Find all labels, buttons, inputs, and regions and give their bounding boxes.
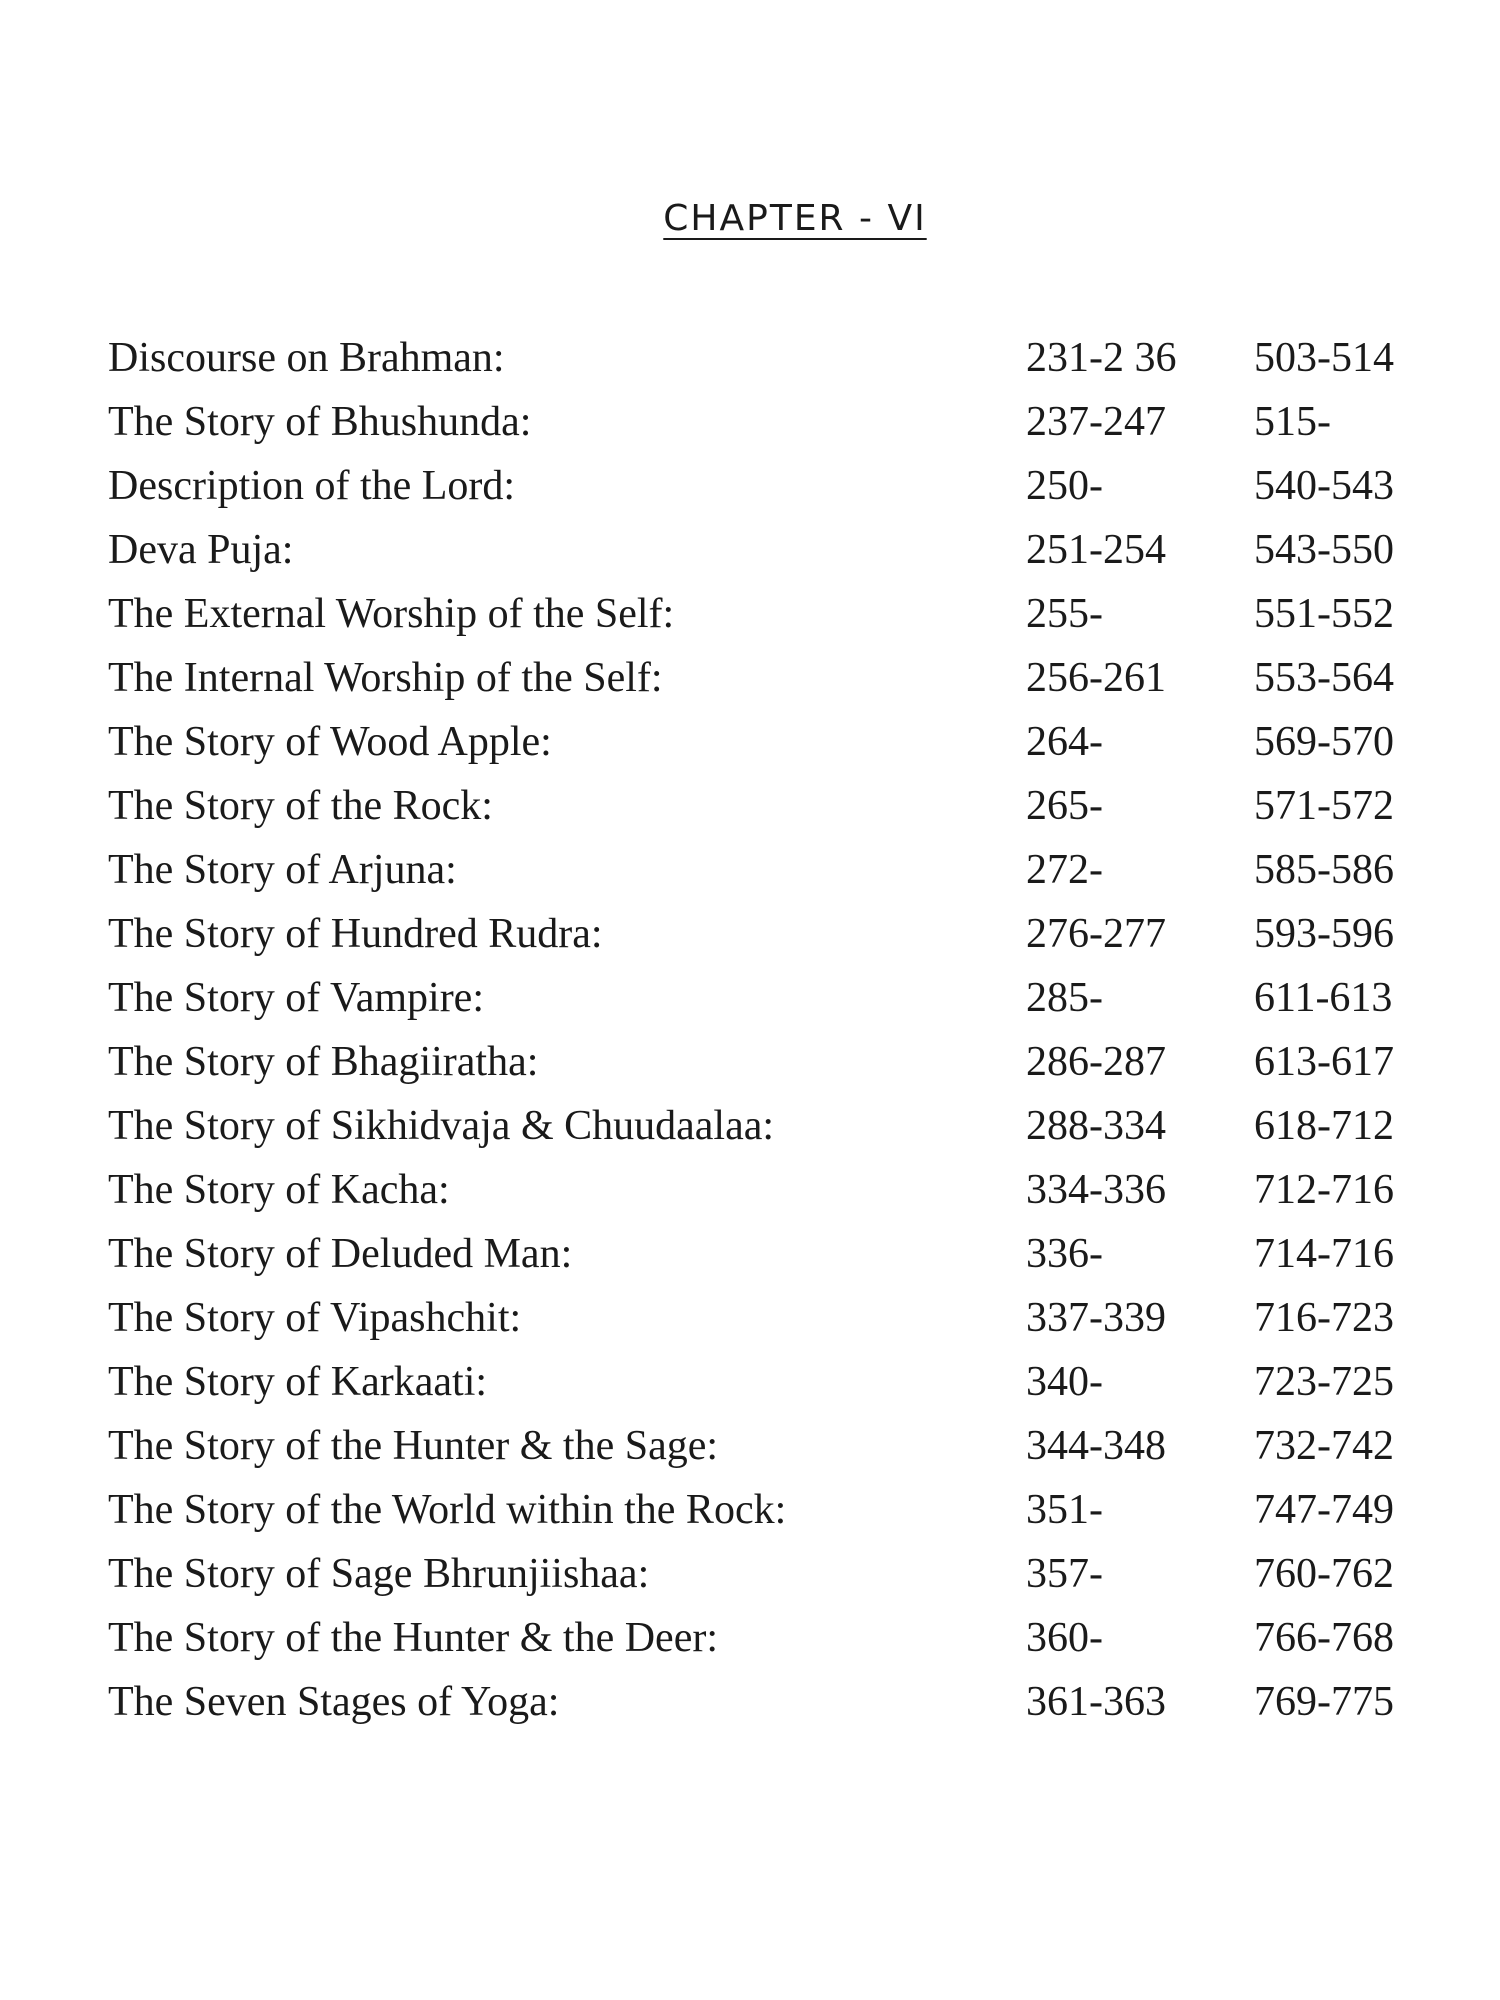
- entry-range-first: 351-: [1026, 1487, 1103, 1533]
- contents-entry: [108, 1542, 1408, 1606]
- contents-entry: [108, 1606, 1408, 1670]
- entry-range-second: 553-564: [1254, 655, 1394, 701]
- entry-range-second: 766-768: [1254, 1615, 1394, 1661]
- entry-range-first: 344-348: [1026, 1423, 1166, 1469]
- entry-range-first: 340-: [1026, 1359, 1103, 1405]
- entry-range-second: 569-570: [1254, 719, 1394, 765]
- entry-title: The Story of Sage Bhrunjiishaa:: [108, 1551, 650, 1597]
- contents-entry: [108, 1158, 1408, 1222]
- entry-range-second: 611-613: [1254, 975, 1393, 1021]
- entry-range-first: 272-: [1026, 847, 1103, 893]
- entry-range-first: 265-: [1026, 783, 1103, 829]
- entry-range-first: 334-336: [1026, 1167, 1166, 1213]
- contents-list: [108, 326, 1408, 1734]
- contents-entry: [108, 518, 1408, 582]
- entry-range-second: 618-712: [1254, 1103, 1394, 1149]
- entry-range-first: 256-261: [1026, 655, 1166, 701]
- entry-range-second: 613-617: [1254, 1039, 1394, 1085]
- entry-range-second: 712-716: [1254, 1167, 1394, 1213]
- entry-range-first: 255-: [1026, 591, 1103, 637]
- entry-title: The Story of Sikhidvaja & Chuudaalaa:: [108, 1103, 775, 1149]
- entry-title: The Story of Kacha:: [108, 1167, 450, 1213]
- entry-range-second: 714-716: [1254, 1231, 1394, 1277]
- entry-title: The Story of Wood Apple:: [108, 719, 552, 765]
- entry-range-first: 357-: [1026, 1551, 1103, 1597]
- entry-title: The Story of the World within the Rock:: [108, 1487, 787, 1533]
- entry-range-second: 540-543: [1254, 463, 1394, 509]
- entry-range-second: 551-552: [1254, 591, 1394, 637]
- entry-title: The Story of the Rock:: [108, 783, 493, 829]
- entry-range-second: 716-723: [1254, 1295, 1394, 1341]
- entry-title: The Story of Vipashchit:: [108, 1295, 522, 1341]
- entry-range-second: 503-514: [1254, 335, 1394, 381]
- entry-range-first: 231-2 36: [1026, 335, 1177, 381]
- contents-entry: [108, 1286, 1408, 1350]
- entry-title: The Story of Vampire:: [108, 975, 484, 1021]
- entry-range-second: 543-550: [1254, 527, 1394, 573]
- entry-range-first: 288-334: [1026, 1103, 1166, 1149]
- entry-range-second: 585-586: [1254, 847, 1394, 893]
- entry-range-second: 723-725: [1254, 1359, 1394, 1405]
- contents-entry: [108, 1670, 1408, 1734]
- entry-range-first: 336-: [1026, 1231, 1103, 1277]
- entry-range-first: 286-287: [1026, 1039, 1166, 1085]
- entry-range-first: 337-339: [1026, 1295, 1166, 1341]
- contents-entry: [108, 1030, 1408, 1094]
- entry-title: The Story of Arjuna:: [108, 847, 457, 893]
- entry-range-first: 276-277: [1026, 911, 1166, 957]
- contents-entry: [108, 774, 1408, 838]
- entry-range-second: 769-775: [1254, 1679, 1394, 1725]
- entry-title: The Story of the Hunter & the Deer:: [108, 1615, 718, 1661]
- entry-range-second: 515-: [1254, 399, 1331, 445]
- entry-title: Description of the Lord:: [108, 463, 516, 509]
- entry-title: The Story of Hundred Rudra:: [108, 911, 603, 957]
- contents-entry: [108, 1414, 1408, 1478]
- contents-entry: [108, 902, 1408, 966]
- entry-range-second: 760-762: [1254, 1551, 1394, 1597]
- contents-entry: [108, 1478, 1408, 1542]
- entry-range-first: 251-254: [1026, 527, 1166, 573]
- contents-entry: [108, 390, 1408, 454]
- entry-range-second: 593-596: [1254, 911, 1394, 957]
- entry-range-first: 285-: [1026, 975, 1103, 1021]
- contents-entry: [108, 646, 1408, 710]
- contents-entry: [108, 1222, 1408, 1286]
- contents-entry: [108, 1094, 1408, 1158]
- contents-entry: [108, 838, 1408, 902]
- contents-entry: [108, 454, 1408, 518]
- contents-entry: [108, 326, 1408, 390]
- contents-entry: [108, 1350, 1408, 1414]
- entry-range-first: 361-363: [1026, 1679, 1166, 1725]
- entry-range-second: 747-749: [1254, 1487, 1394, 1533]
- entry-range-first: 264-: [1026, 719, 1103, 765]
- entry-title: The Internal Worship of the Self:: [108, 655, 663, 701]
- entry-range-second: 571-572: [1254, 783, 1394, 829]
- entry-range-first: 237-247: [1026, 399, 1166, 445]
- entry-title: Discourse on Brahman:: [108, 335, 505, 381]
- entry-range-first: 360-: [1026, 1615, 1103, 1661]
- contents-entry: [108, 582, 1408, 646]
- entry-title: Deva Puja:: [108, 527, 294, 573]
- entry-title: The Seven Stages of Yoga:: [108, 1679, 560, 1725]
- contents-entry: [108, 966, 1408, 1030]
- contents-entry: [108, 710, 1408, 774]
- entry-title: The Story of Karkaati:: [108, 1359, 488, 1405]
- entry-range-first: 250-: [1026, 463, 1103, 509]
- entry-title: The Story of Deluded Man:: [108, 1231, 573, 1277]
- entry-title: The Story of Bhagiiratha:: [108, 1039, 539, 1085]
- entry-range-second: 732-742: [1254, 1423, 1394, 1469]
- entry-title: The Story of the Hunter & the Sage:: [108, 1423, 719, 1469]
- chapter-heading: CHAPTER - VI: [663, 198, 927, 239]
- entry-title: The Story of Bhushunda:: [108, 399, 532, 445]
- entry-title: The External Worship of the Self:: [108, 591, 675, 637]
